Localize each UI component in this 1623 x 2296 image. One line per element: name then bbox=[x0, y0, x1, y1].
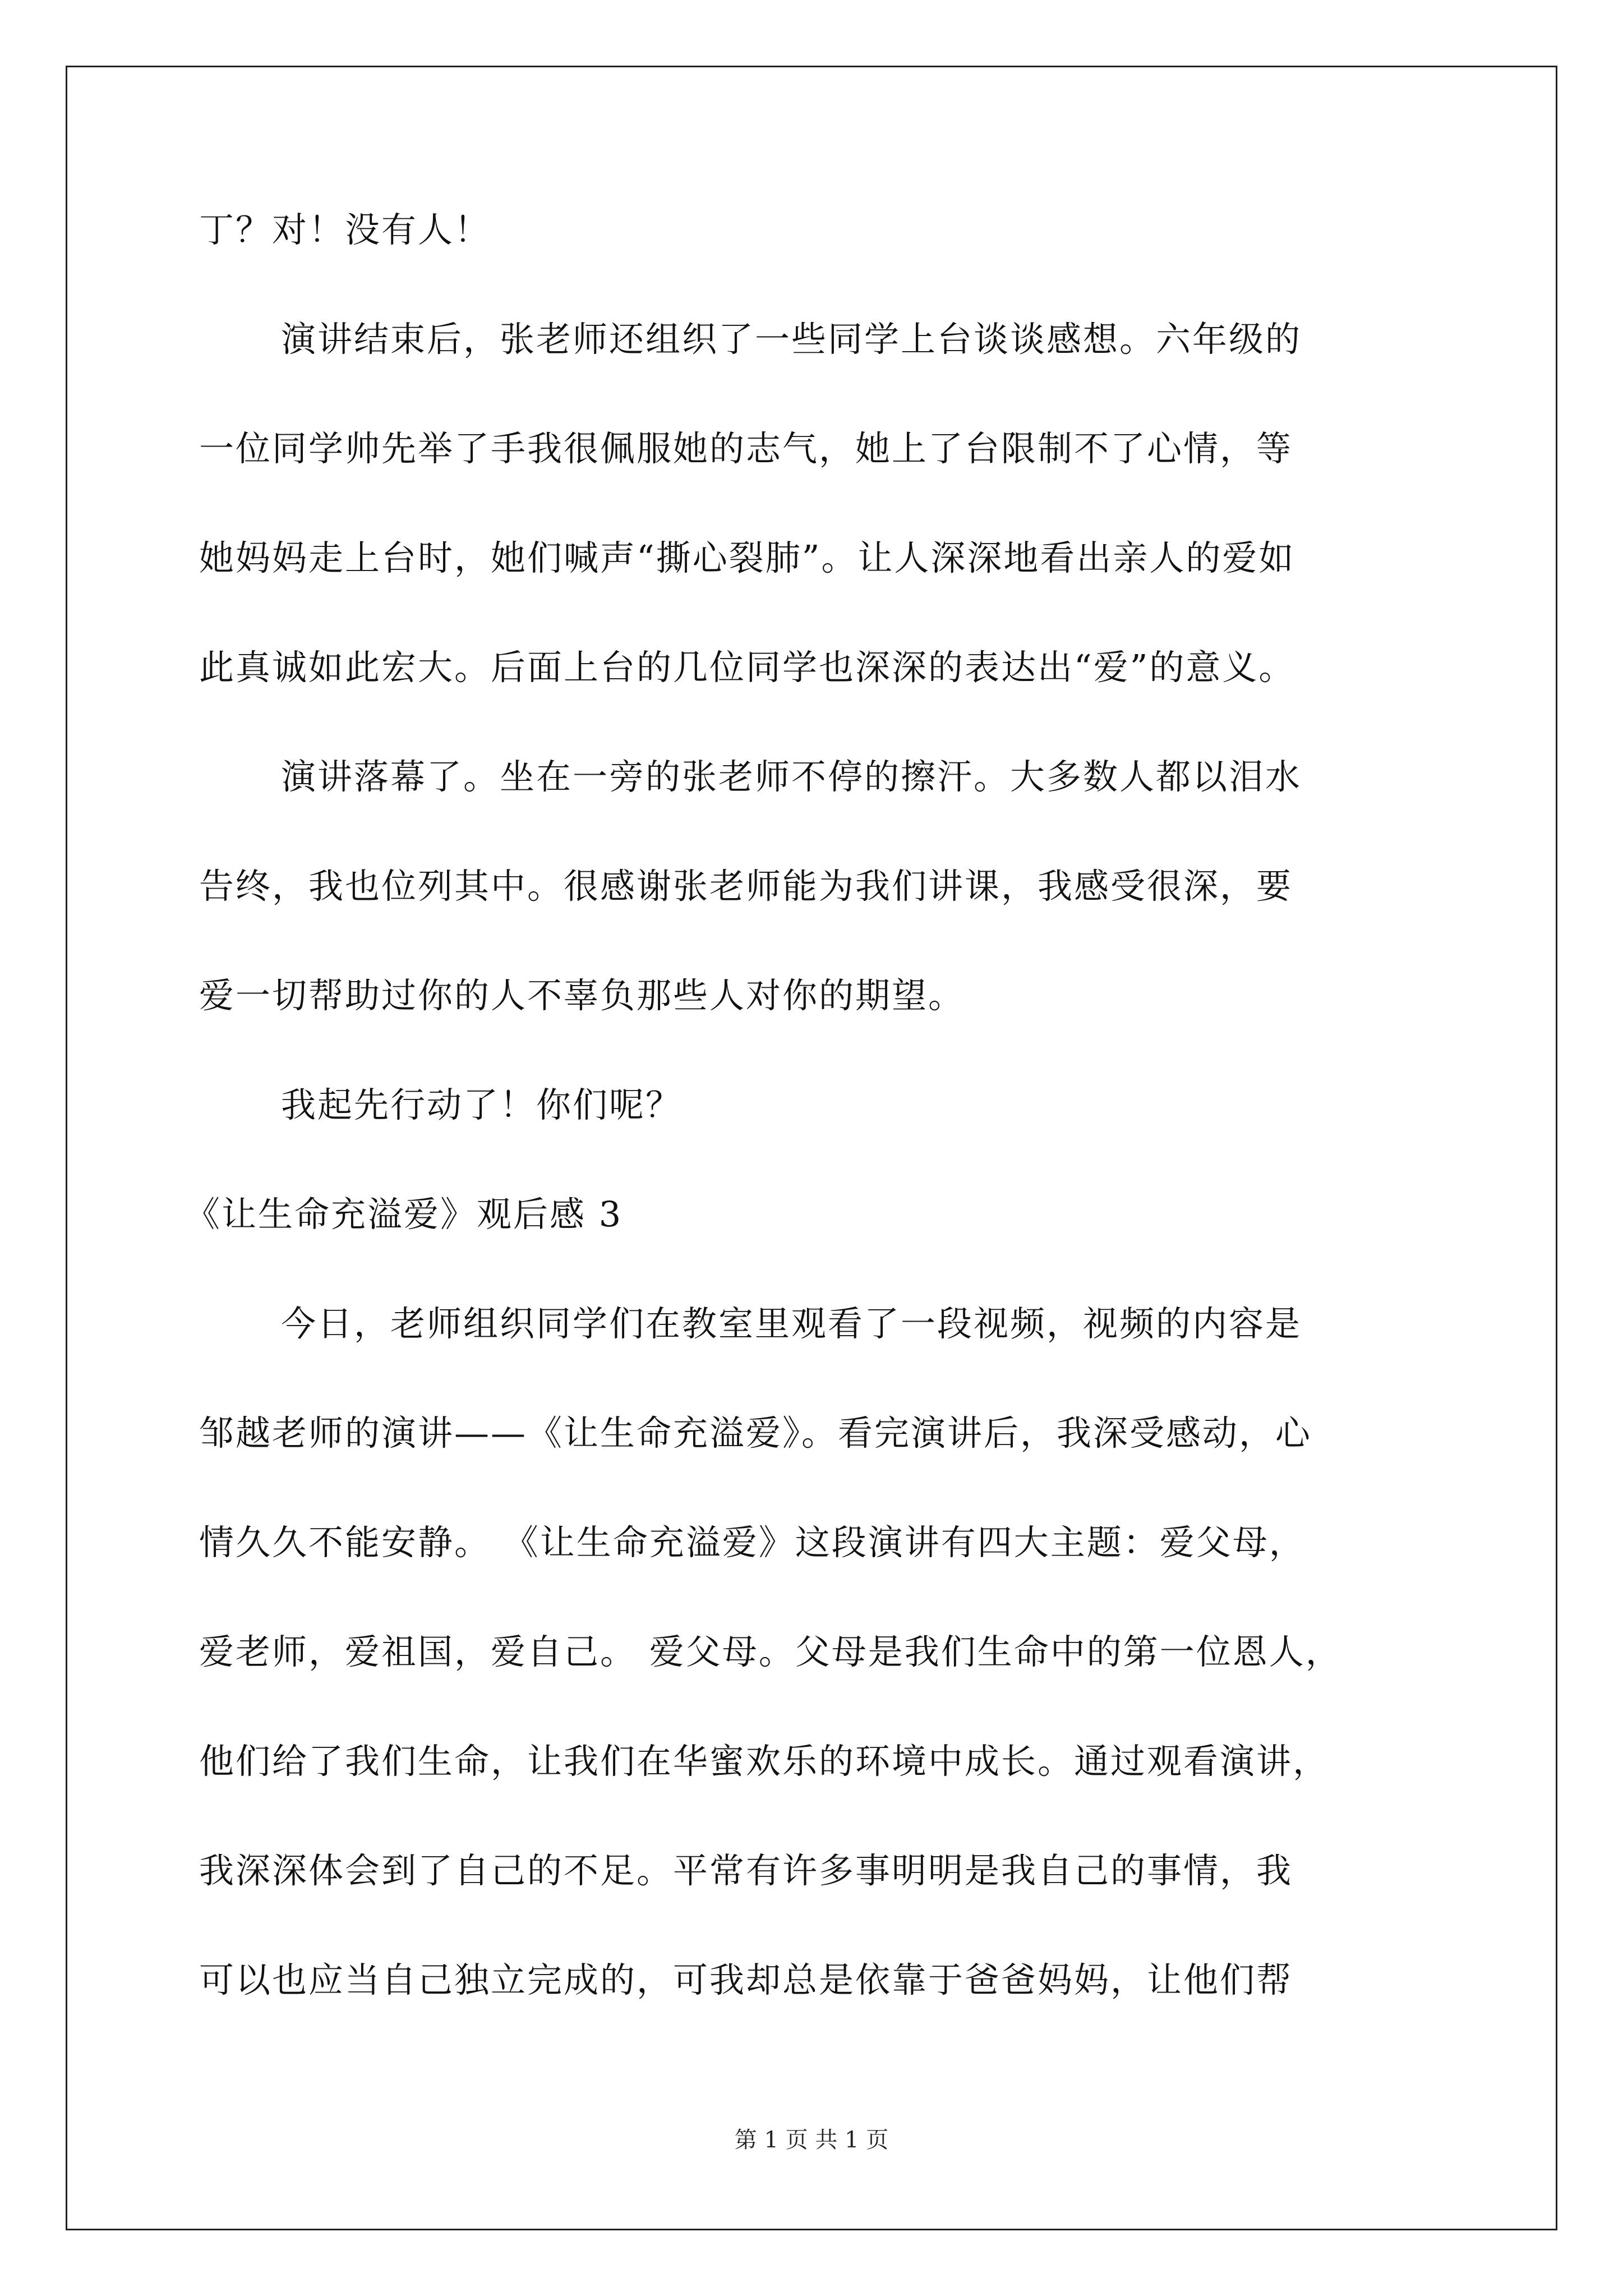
text-line-4: 她妈妈走上台时，她们喊声“撕心裂肺”。让人深深地看出亲人的爱如 bbox=[199, 537, 1295, 578]
text-line-14: 爱老师，爱祖国，爱自己。 爱父母。父母是我们生命中的第一位恩人， bbox=[199, 1631, 1342, 1672]
text-line-17: 可以也应当自己独立完成的，可我却总是依靠于爸爸妈妈，让他们帮 bbox=[199, 1959, 1293, 2000]
text-line-11: 今日，老师组织同学们在教室里观看了一段视频，视频的内容是 bbox=[281, 1303, 1302, 1344]
text-line-15: 他们给了我们生命，让我们在华蜜欢乐的环境中成长。通过观看演讲， bbox=[199, 1741, 1330, 1782]
page-footer: 第 1 页 共 1 页 bbox=[734, 2127, 889, 2153]
text-line-12: 邹越老师的演讲——《让生命充溢爱》。看完演讲后，我深受感动，心 bbox=[199, 1412, 1312, 1453]
text-line-13: 情久久不能安静。 《让生命充溢爱》这段演讲有四大主题：爱父母， bbox=[199, 1522, 1306, 1563]
text-line-3: 一位同学帅先举了手我很佩服她的志气，她上了台限制不了心情，等 bbox=[199, 428, 1293, 469]
text-line-8: 爱一切帮助过你的人不辜负那些人对你的期望。 bbox=[199, 975, 965, 1016]
page-border bbox=[66, 66, 1557, 2230]
text-line-6: 演讲落幕了。坐在一旁的张老师不停的擦汗。大多数人都以泪水 bbox=[281, 756, 1302, 797]
text-line-2: 演讲结束后，张老师还组织了一些同学上台谈谈感想。六年级的 bbox=[281, 319, 1302, 360]
text-line-16: 我深深体会到了自己的不足。平常有许多事明明是我自己的事情，我 bbox=[199, 1850, 1293, 1891]
text-line-1: 丁？对！没有人！ bbox=[199, 209, 491, 250]
section-heading: 《让生命充溢爱》观后感 3 bbox=[185, 1194, 623, 1235]
text-line-5: 此真诚如此宏大。后面上台的几位同学也深深的表达出“爱”的意义。 bbox=[199, 647, 1295, 688]
text-line-7: 告终，我也位列其中。很感谢张老师能为我们讲课，我感受很深，要 bbox=[199, 866, 1293, 907]
text-line-9: 我起先行动了！你们呢？ bbox=[281, 1084, 683, 1125]
